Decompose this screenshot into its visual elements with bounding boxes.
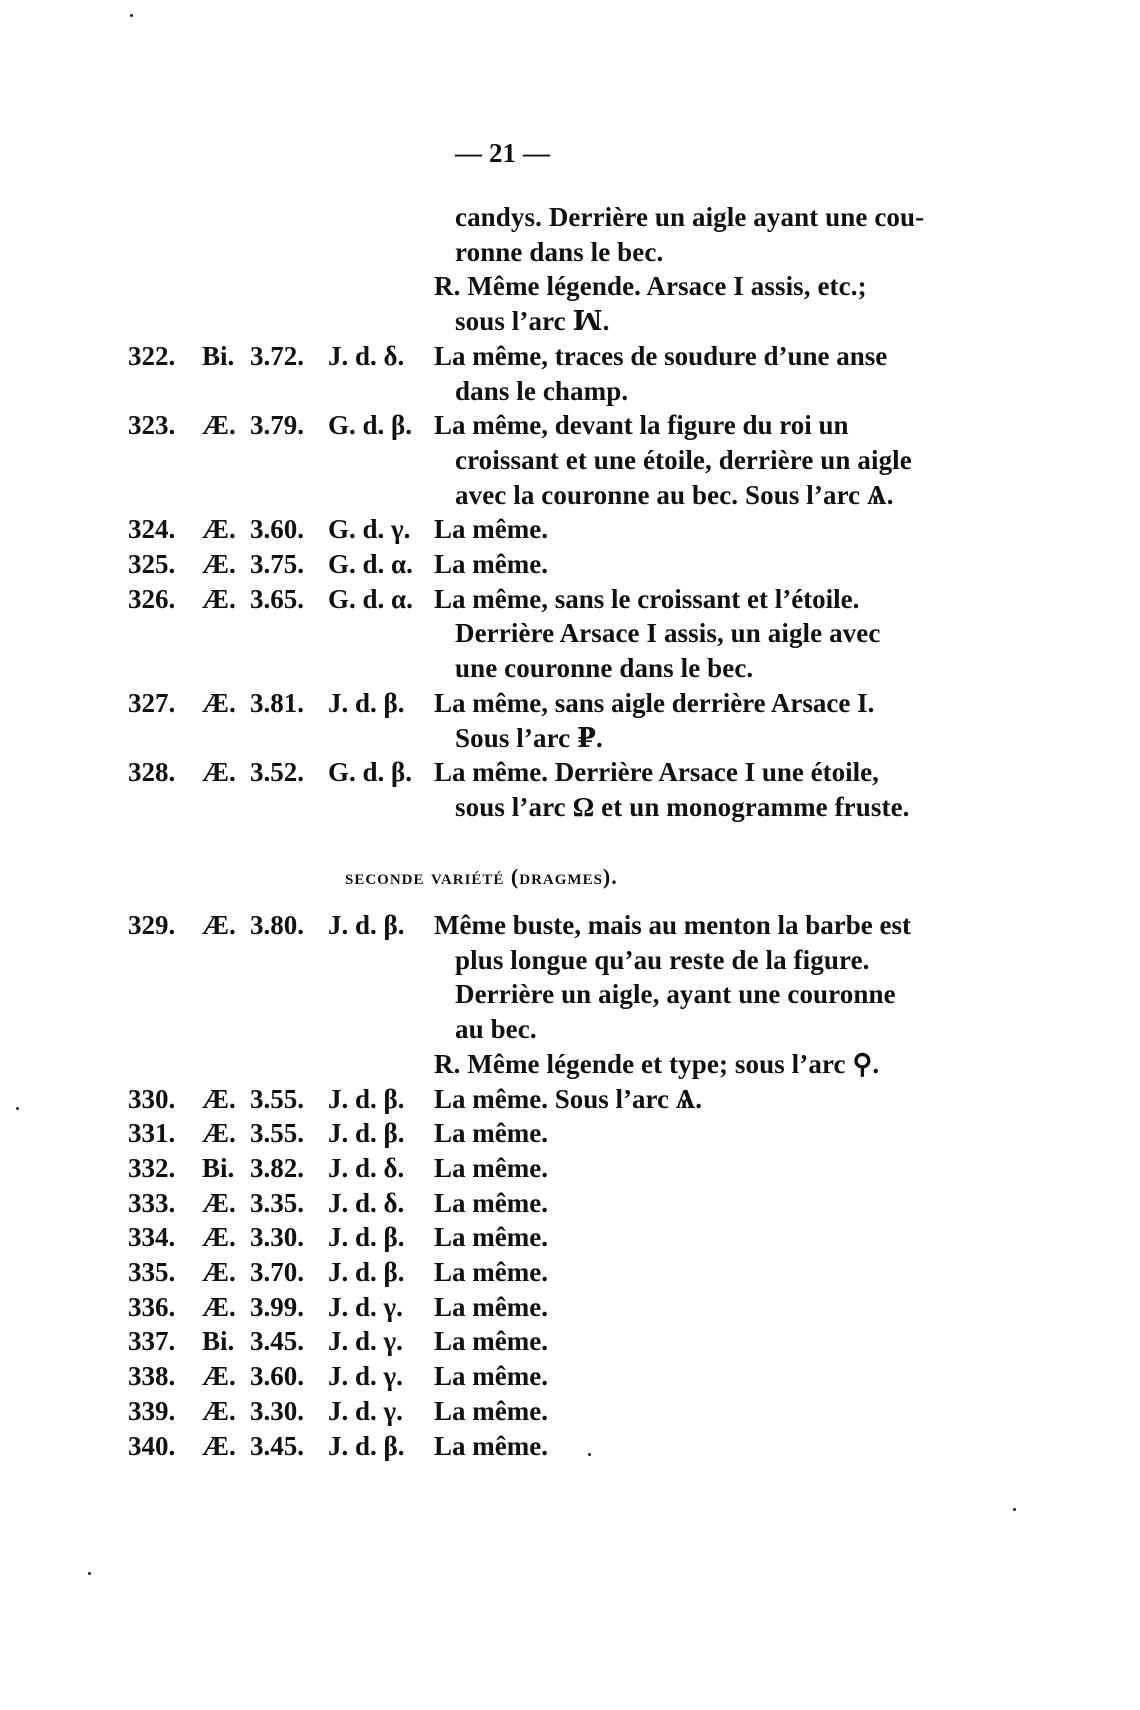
entry-metal: Æ. (202, 410, 236, 441)
entry-number: 333. (128, 1187, 176, 1218)
entry-number: 334. (128, 1222, 176, 1253)
entry-number: 340. (128, 1430, 176, 1461)
entry-size: G. d. β. (328, 410, 412, 441)
entry-weight: 3.30. (250, 1222, 304, 1253)
entry-metal: Æ. (202, 757, 236, 788)
catalog-entry (0, 1255, 1140, 1289)
entry-number: 330. (128, 1083, 176, 1114)
catalog-entry (0, 1151, 1140, 1185)
catalog-entry (0, 1429, 1140, 1463)
entry-description-continuation: R. Même légende et type; sous l’arc ⚲. (434, 1048, 880, 1079)
entry-weight: 3.35. (250, 1187, 304, 1218)
entry-metal: Æ. (202, 514, 236, 545)
entry-size: J. d. γ. (328, 1326, 403, 1357)
catalog-entry (0, 582, 1140, 616)
entry-number: 329. (128, 910, 176, 940)
catalog-entry (0, 755, 1140, 789)
entry-weight: 3.65. (250, 583, 304, 614)
entry-number: 335. (128, 1257, 176, 1287)
scan-speck (130, 14, 133, 17)
catalog-entry (0, 1082, 1140, 1116)
entry-number: 326. (128, 583, 176, 614)
entry-metal: Æ. (202, 1257, 236, 1287)
entry-size: J. d. β. (328, 910, 405, 940)
entry-size: J. d. δ. (328, 340, 405, 371)
entry-size: J. d. γ. (328, 1395, 403, 1426)
entry-weight: 3.60. (250, 1361, 304, 1392)
entry-size: J. d. β. (328, 1222, 405, 1253)
entry-description-continuation: sous l’arc Ω et un monogramme fruste. (455, 791, 910, 822)
entry-size: J. d. δ. (328, 1187, 405, 1218)
entry-size: J. d. β. (328, 1257, 405, 1287)
entry-description: La même, traces de soudure d’une anse (434, 340, 888, 371)
entry-description-continuation: une couronne dans le bec. (455, 653, 754, 684)
entry-description-continuation: avec la couronne au bec. Sous l’arc Ѧ. (455, 479, 894, 510)
entry-metal: Æ. (202, 910, 236, 940)
entry-number: 336. (128, 1291, 176, 1322)
entry-metal: Æ. (202, 1395, 236, 1426)
intro-line: ronne dans le bec. (455, 236, 664, 267)
entry-size: J. d. β. (328, 1430, 405, 1461)
entry-description: La même. (434, 1361, 548, 1392)
entry-description: La même. (434, 1430, 548, 1461)
intro-line: sous l’arc ꟽ. (455, 306, 610, 337)
entry-size: G. d. α. (328, 549, 413, 579)
entry-size: G. d. α. (328, 583, 413, 614)
entry-description: La même. (434, 1395, 548, 1426)
entry-description: La même. (434, 1152, 548, 1183)
entry-size: G. d. γ. (328, 514, 411, 545)
entry-metal: Bi. (202, 340, 235, 371)
entry-description: La même. (434, 1291, 548, 1322)
entry-metal: Æ. (202, 1083, 236, 1114)
entry-weight: 3.52. (250, 757, 304, 788)
entry-size: J. d. δ. (328, 1152, 405, 1183)
entry-description-continuation: plus longue qu’au reste de la figure. (455, 944, 870, 975)
catalog-entry (0, 1186, 1140, 1220)
intro-line: R. Même légende. Arsace I assis, etc.; (434, 271, 867, 302)
entry-number: 337. (128, 1326, 176, 1357)
catalog-entry (0, 339, 1140, 373)
entry-weight: 3.45. (250, 1326, 304, 1357)
entry-number: 322. (128, 340, 176, 371)
entry-metal: Æ. (202, 1430, 236, 1461)
catalog-entry (0, 1359, 1140, 1393)
page-number: — 21 — (455, 138, 551, 168)
catalog-entry (0, 547, 1140, 581)
entry-number: 332. (128, 1152, 176, 1183)
entry-metal: Æ. (202, 1222, 236, 1253)
entry-size: J. d. γ. (328, 1361, 403, 1392)
scan-speck (588, 1453, 591, 1456)
catalog-entry (0, 408, 1140, 442)
intro-line: candys. Derrière un aigle ayant une cou- (455, 202, 925, 232)
entry-description-continuation: Derrière un aigle, ayant une couronne (455, 979, 896, 1010)
entry-number: 339. (128, 1395, 176, 1426)
entry-weight: 3.75. (250, 549, 304, 579)
entry-weight: 3.79. (250, 410, 304, 441)
catalog-entry (0, 1394, 1140, 1428)
catalog-entry (0, 686, 1140, 720)
entry-size: J. d. β. (328, 1118, 405, 1149)
entry-weight: 3.30. (250, 1395, 304, 1426)
catalog-entry (0, 1116, 1140, 1150)
entry-description-continuation: Derrière Arsace I assis, un aigle avec (455, 618, 881, 649)
entry-description: La même, devant la figure du roi un (434, 410, 849, 441)
entry-description-continuation: au bec. (455, 1014, 537, 1045)
entry-description: La même, sans aigle derrière Arsace I. (434, 687, 875, 718)
catalog-entry (0, 1324, 1140, 1358)
entry-description-continuation: dans le champ. (455, 375, 629, 406)
entry-description: La même. (434, 1118, 548, 1149)
entry-description: La même, sans le croissant et l’étoile. (434, 583, 860, 614)
entry-description: La même. (434, 514, 548, 545)
entry-description-continuation: croissant et une étoile, derrière un aigle (455, 444, 912, 475)
entry-weight: 3.81. (250, 687, 304, 718)
entry-weight: 3.80. (250, 910, 304, 940)
entry-size: J. d. β. (328, 1083, 405, 1114)
entry-description: La même. (434, 549, 548, 579)
scan-speck (16, 1107, 19, 1110)
entry-number: 331. (128, 1118, 176, 1149)
entry-metal: Æ. (202, 687, 236, 718)
entry-description-continuation: Sous l’arc ₽. (455, 722, 603, 753)
entry-metal: Æ. (202, 1291, 236, 1322)
scan-speck (88, 1572, 91, 1575)
entry-number: 323. (128, 410, 176, 441)
entry-metal: Æ. (202, 1187, 236, 1218)
entry-metal: Æ. (202, 1361, 236, 1392)
entry-description: La même. (434, 1222, 548, 1253)
catalog-entry (0, 908, 1140, 942)
catalog-entry (0, 512, 1140, 546)
section-heading: seconde variété (dragmes). (345, 864, 618, 889)
entry-description: La même. Sous l’arc Ѧ. (434, 1083, 702, 1114)
entry-description: La même. (434, 1187, 548, 1218)
entry-weight: 3.70. (250, 1257, 304, 1287)
entry-number: 327. (128, 687, 176, 718)
entry-metal: Bi. (202, 1152, 235, 1183)
catalog-entry (0, 1290, 1140, 1324)
entry-metal: Æ. (202, 583, 236, 614)
entry-size: J. d. γ. (328, 1291, 403, 1322)
entry-description: La même. (434, 1257, 548, 1287)
entry-description: Même buste, mais au menton la barbe est (434, 910, 911, 940)
entry-weight: 3.82. (250, 1152, 304, 1183)
entry-size: J. d. β. (328, 687, 405, 718)
entry-metal: Æ. (202, 549, 236, 579)
entry-weight: 3.45. (250, 1430, 304, 1461)
entry-size: G. d. β. (328, 757, 412, 788)
entry-weight: 3.99. (250, 1291, 304, 1322)
entry-weight: 3.55. (250, 1118, 304, 1149)
entry-number: 338. (128, 1361, 176, 1392)
scan-speck (1013, 1508, 1016, 1511)
entry-number: 328. (128, 757, 176, 788)
entry-metal: Æ. (202, 1118, 236, 1149)
entry-weight: 3.60. (250, 514, 304, 545)
entry-number: 324. (128, 514, 176, 545)
entry-weight: 3.55. (250, 1083, 304, 1114)
entry-description: La même. (434, 1326, 548, 1357)
entry-weight: 3.72. (250, 340, 304, 371)
catalog-entry (0, 1220, 1140, 1254)
entry-description: La même. Derrière Arsace I une étoile, (434, 757, 879, 788)
entry-number: 325. (128, 549, 176, 579)
entry-metal: Bi. (202, 1326, 235, 1357)
